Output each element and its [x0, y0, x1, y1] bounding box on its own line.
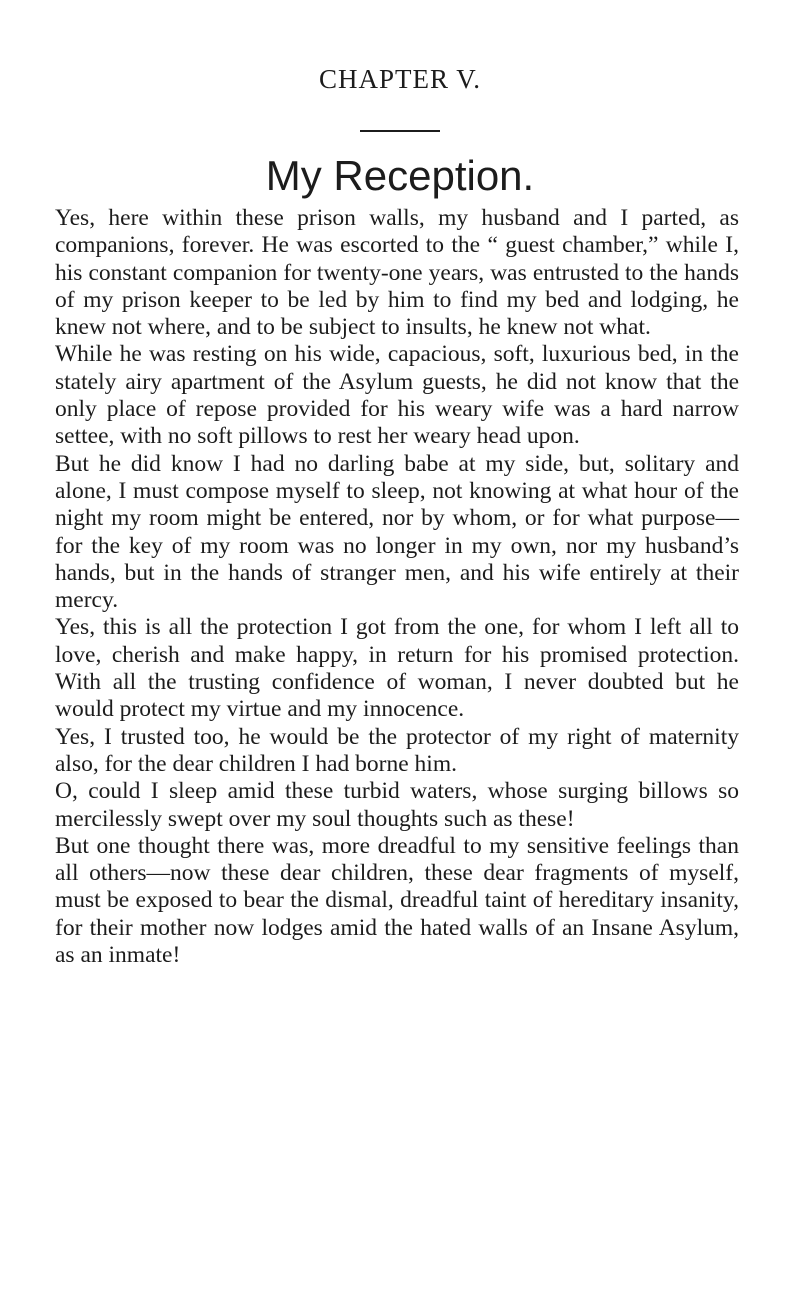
heading-rule — [360, 130, 440, 132]
chapter-body — [55, 205, 739, 969]
paragraph-2: While he was resting on his wide, capacious, soft, luxurious bed, in the stately airy apartment of the Asylum guests, he did not know that the only place of repose provided for his weary wife was a hard narrow settee, with no soft pillows to rest her weary head upon. — [55, 341, 739, 450]
chapter-heading: CHAPTER V. — [318, 64, 482, 94]
paragraph-5: Yes, I trusted too, he would be the protector of my right of maternity also, for the dear children I had borne him. — [55, 723, 739, 777]
paragraph-1: Yes, here within these prison walls, my husband and I parted, as companions, forever. He was escorted to the “ guest chamber,” while I, his constant companion for twenty-one years, was entrusted to the hands of my prison keeper to be led by him to find my bed and lodging, he knew not where, and to be subject to insults, he knew not what. — [55, 205, 739, 341]
chapter-title: My Reception. — [265, 152, 535, 199]
paragraph-6: O, could I sleep amid these turbid waters, whose surging billows so mercilessly swept over my soul thoughts such as these! — [55, 778, 739, 832]
paragraph-4: Yes, this is all the protection I got from the one, for whom I left all to love, cherish and make happy, in return for his promised protection. With all the trusting confidence of woman, I never doubted but he would protect my virtue and my innocence. — [55, 614, 739, 723]
paragraph-3: But he did know I had no darling babe at my side, but, solitary and alone, I must compose myself to sleep, not knowing at what hour of the night my room might be entered, nor by whom, or for what purpose—for the key of my room was no longer in my own, nor my husband’s hands, but in the hands of stranger men, and his wife entirely at their mercy. — [55, 450, 739, 614]
paragraph-7: But one thought there was, more dreadful to my sensitive feelings than all others—now these dear children, these dear fragments of myself, must be exposed to bear the dismal, dreadful taint of hereditary insanity, for their mother now lodges amid the hated walls of an Insane Asylum, as an inmate! — [55, 832, 739, 969]
